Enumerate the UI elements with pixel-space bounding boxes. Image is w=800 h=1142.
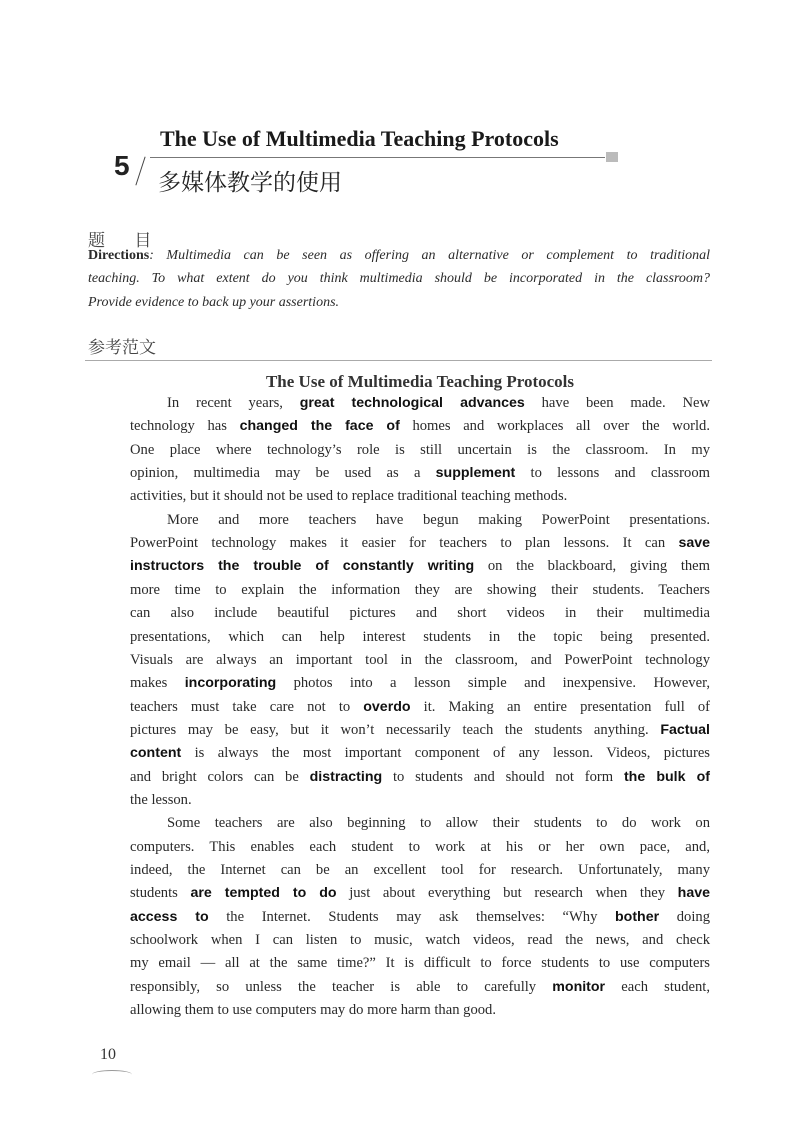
essay-key-phrase: save (678, 535, 710, 552)
essay-line (130, 932, 710, 949)
essay-text: presentations, which can help interest students in the topic being presented. (130, 628, 710, 645)
prompt-heading: 题 目 (88, 231, 164, 251)
essay-key-phrase: content (130, 745, 182, 762)
essay-line (130, 1002, 710, 1019)
essay-key-phrase: changed the face of (239, 418, 400, 435)
essay-line (130, 769, 710, 786)
essay-line (130, 699, 710, 716)
essay-text: PowerPoint technology makes it easier for teachers to plan lessons. It can (130, 535, 679, 552)
essay-text: and bright colors can be (130, 768, 310, 785)
essay-text: More and more teachers have begun making PowerPoint presentations. (167, 511, 710, 528)
title-ornament (606, 152, 618, 162)
essay-line (130, 885, 710, 902)
chapter-title-english: The Use of Multimedia Teaching Protocols (160, 126, 559, 151)
essay-text: on the blackboard, giving them (474, 558, 711, 575)
page-number-ornament (92, 1070, 132, 1079)
chapter-title-chinese: 多媒体教学的使用 (158, 170, 342, 196)
essay-line (167, 815, 710, 832)
essay-text: One place where technology’s role is still uncertain is the classroom. In my (130, 441, 710, 458)
chapter-number: 5 (114, 150, 130, 181)
essay-text: technology has (130, 418, 240, 435)
essay-text: computers. This enables each student to work at his or her own pace, and, (130, 838, 710, 855)
essay-key-phrase: instructors the trouble of constantly writing (130, 558, 475, 575)
directions-line: Provide evidence to back up your assertions. (88, 295, 340, 310)
directions-label: Directions (88, 248, 150, 263)
essay-text: have been made. New (524, 395, 711, 411)
essay-key-phrase: great technological advances (299, 395, 525, 411)
essay-text: my email — all at the same time?” It is difficult to force students to use computers (130, 955, 710, 972)
essay-text: indeed, the Internet can be an excellent tool for research. Unfortunately, many (130, 862, 710, 878)
essay-key-phrase: the bulk of (623, 768, 710, 785)
chapter-slash-ornament (135, 157, 145, 186)
essay-line (130, 442, 710, 459)
directions-line (88, 248, 710, 264)
essay-line (130, 652, 710, 669)
essay-line (130, 722, 710, 739)
essay-text: photos into a lesson simple and inexpensive. However, (276, 675, 710, 692)
essay-text: doing (659, 908, 710, 925)
essay-line (130, 535, 710, 552)
essay-text: pictures may be easy, but it won’t necessarily teach the students anything. (130, 721, 661, 738)
essay-text: responsibly, so unless the teacher is able to carefully (130, 978, 553, 995)
essay-text: teachers must take care not to (130, 698, 364, 715)
section-divider (85, 360, 712, 361)
essay-text: homes and workplaces all over the world. (399, 418, 710, 435)
essay-text: Visuals are always an important tool in the classroom, and PowerPoint technology (130, 651, 710, 668)
essay-key-phrase: overdo (363, 698, 411, 715)
essay-text: students (130, 885, 191, 902)
essay-text: In recent years, (167, 395, 300, 411)
essay-line (167, 512, 710, 529)
essay-text: opinion, multimedia may be used as a (130, 465, 436, 482)
essay-key-phrase: supplement (435, 465, 516, 482)
essay-line (130, 465, 710, 482)
essay-line (130, 955, 710, 972)
directions-text: : Multimedia can be seen as offering an alternative or complement to traditional (149, 248, 710, 263)
essay-line (130, 909, 710, 926)
essay-text: allowing them to use computers may do more harm than good. (130, 1002, 496, 1019)
essay-key-phrase: have (677, 885, 711, 902)
essay-line (130, 792, 710, 809)
essay-text: to lessons and classroom (515, 465, 710, 482)
essay-line (130, 745, 710, 762)
essay-text: just about everything but research when they (336, 885, 678, 902)
essay-key-phrase: access to (130, 908, 209, 925)
essay-line (130, 839, 710, 856)
essay-key-phrase: Factual (660, 721, 710, 738)
essay-line (167, 395, 710, 412)
essay-line (130, 418, 710, 435)
essay-text: activities, but it should not be used to replace traditional teaching methods. (130, 488, 568, 505)
essay-title: The Use of Multimedia Teaching Protocols (265, 372, 575, 391)
essay-text: to students and should not form (382, 768, 624, 785)
essay-text: it. Making an entire presentation full of (410, 698, 711, 715)
essay-line (130, 488, 710, 505)
essay-text: the lesson. (130, 791, 192, 808)
essay-key-phrase: distracting (309, 768, 383, 785)
essay-text: each student, (605, 978, 710, 995)
essay-key-phrase: bother (615, 908, 660, 925)
essay-line (130, 629, 710, 646)
sample-essay-heading: 参考范文 (88, 338, 156, 358)
essay-line (130, 558, 710, 575)
essay-text: makes (130, 675, 185, 692)
essay-key-phrase: monitor (552, 978, 606, 995)
essay-key-phrase: incorporating (184, 675, 277, 692)
essay-line (130, 979, 710, 996)
essay-line (130, 862, 710, 879)
essay-line (130, 582, 710, 599)
essay-text: is always the most important component of any lesson. Videos, pictures (181, 745, 710, 762)
essay-text: the Internet. Students may ask themselves: “Why (208, 908, 615, 925)
page-number: 10 (100, 1046, 116, 1063)
essay-text: Some teachers are also beginning to allow their students to do work on (167, 815, 710, 832)
essay-line (130, 675, 710, 692)
essay-key-phrase: are tempted to do (190, 885, 337, 902)
directions-line: teaching. To what extent do you think multimedia should be incorporated in the classroom? (88, 271, 710, 286)
title-divider (150, 157, 605, 158)
essay-line (130, 605, 710, 622)
essay-text: can also include beautiful pictures and short videos in their multimedia (130, 605, 710, 622)
essay-text: schoolwork when I can listen to music, watch videos, read the news, and check (130, 932, 710, 949)
essay-text: more time to explain the information they are showing their students. Teachers (130, 581, 710, 598)
